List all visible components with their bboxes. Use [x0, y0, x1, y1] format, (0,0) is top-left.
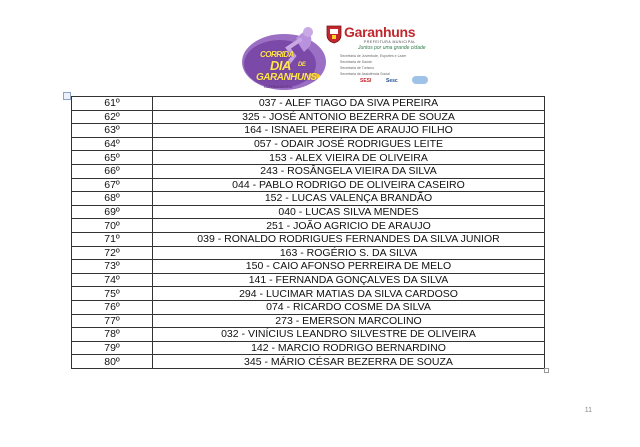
table-row — [72, 151, 545, 165]
prefeitura-subtitle: PREFEITURA MUNICIPAL — [364, 40, 416, 44]
header-logos — [228, 20, 428, 92]
corrida-dia-de-garanhuns-logo — [236, 22, 336, 92]
results-table — [71, 96, 545, 369]
position-cell: 76º — [72, 300, 153, 314]
table-row — [72, 232, 545, 246]
position-cell: 64º — [72, 137, 153, 151]
position-cell: 63º — [72, 124, 153, 138]
dia-word: DIA — [270, 58, 291, 73]
table-move-handle-icon[interactable] — [63, 92, 71, 100]
position-cell: 74º — [72, 273, 153, 287]
position-cell: 61º — [72, 97, 153, 111]
city-slogan: Juntos por uma grande cidade — [358, 45, 426, 51]
athlete-cell: 153 - ALEX VIEIRA DE OLIVEIRA — [153, 151, 545, 165]
table-row — [72, 341, 545, 355]
position-cell: 77º — [72, 314, 153, 328]
de-word: DE — [298, 62, 306, 68]
athlete-cell: 141 - FERNANDA GONÇALVES DA SILVA — [153, 273, 545, 287]
results-table-wrapper — [71, 96, 545, 369]
athlete-cell: 040 - LUCAS SILVA MENDES — [153, 205, 545, 219]
table-row — [72, 137, 545, 151]
table-row — [72, 300, 545, 314]
athlete-cell: 294 - LUCIMAR MATIAS DA SILVA CARDOSO — [153, 287, 545, 301]
athlete-cell: 037 - ALEF TIAGO DA SIVA PEREIRA — [153, 97, 545, 111]
athlete-cell: 251 - JOÃO AGRICIO DE ARAUJO — [153, 219, 545, 233]
table-row — [72, 205, 545, 219]
athlete-cell: 032 - VINÍCIUS LEANDRO SILVESTRE DE OLIVEIRA — [153, 328, 545, 342]
results-table-body — [72, 97, 545, 369]
athlete-cell: 345 - MÁRIO CÉSAR BEZERRA DE SOUZA — [153, 355, 545, 369]
table-row — [72, 273, 545, 287]
corrida-word: CORRIDA — [260, 50, 294, 59]
athlete-cell: 152 - LUCAS VALENÇA BRANDÃO — [153, 192, 545, 206]
position-cell: 65º — [72, 151, 153, 165]
table-row — [72, 287, 545, 301]
garanhuns-title: Garanhuns — [344, 24, 416, 40]
athlete-cell: 074 - RICARDO COSME DA SILVA — [153, 300, 545, 314]
position-cell: 67º — [72, 178, 153, 192]
table-row — [72, 246, 545, 260]
athlete-cell: 163 - ROGÉRIO S. DA SILVA — [153, 246, 545, 260]
sponsor-assistencia: Secretaria de Assistência Social — [340, 72, 390, 76]
table-row — [72, 110, 545, 124]
table-row — [72, 178, 545, 192]
athlete-cell: 325 - JOSÉ ANTONIO BEZERRA DE SOUZA — [153, 110, 545, 124]
table-row — [72, 97, 545, 111]
position-cell: 66º — [72, 164, 153, 178]
garanhuns-word: GARANHUNS — [256, 72, 317, 83]
position-cell: 72º — [72, 246, 153, 260]
position-cell: 79º — [72, 341, 153, 355]
position-cell: 71º — [72, 232, 153, 246]
table-row — [72, 260, 545, 274]
athlete-cell: 273 - EMERSON MARCOLINO — [153, 314, 545, 328]
athlete-cell: 057 - ODAIR JOSÉ RODRIGUES LEITE — [153, 137, 545, 151]
sponsor-saude: Secretaria de Saúde — [340, 60, 372, 64]
position-cell: 62º — [72, 110, 153, 124]
position-cell: 78º — [72, 328, 153, 342]
sponsor-logos — [332, 54, 436, 90]
table-row — [72, 314, 545, 328]
athlete-cell: 150 - CAIO AFONSO PERREIRA DE MELO — [153, 260, 545, 274]
athlete-cell: 044 - PABLO RODRIGO DE OLIVEIRA CASEIRO — [153, 178, 545, 192]
sponsor-turismo: Secretaria de Turismo — [340, 66, 375, 70]
city-crest-icon — [326, 24, 342, 44]
table-resize-handle-icon[interactable] — [544, 368, 549, 373]
sponsor-badge-icon — [412, 76, 428, 84]
table-row — [72, 164, 545, 178]
table-row — [72, 219, 545, 233]
position-cell: 73º — [72, 260, 153, 274]
corrida-tagline: CORRIDA DE RUA — [264, 84, 292, 89]
athlete-cell: 243 - ROSÂNGELA VIEIRA DA SILVA — [153, 164, 545, 178]
garanhuns-prefeitura-logo — [326, 24, 436, 92]
position-cell: 80º — [72, 355, 153, 369]
athlete-cell: 142 - MARCIO RODRIGO BERNARDINO — [153, 341, 545, 355]
page-number: 11 — [584, 407, 592, 414]
sponsor-juventude: Secretaria de Juventude, Esportes e Lazer — [340, 54, 407, 58]
table-row — [72, 328, 545, 342]
table-row — [72, 355, 545, 369]
sponsor-sesi: SESI — [360, 78, 372, 84]
sponsor-sesc: Sesc — [386, 78, 398, 84]
position-cell: 75º — [72, 287, 153, 301]
position-cell: 70º — [72, 219, 153, 233]
athlete-cell: 164 - ISNAEL PEREIRA DE ARAUJO FILHO — [153, 124, 545, 138]
table-row — [72, 192, 545, 206]
position-cell: 69º — [72, 205, 153, 219]
athlete-cell: 039 - RONALDO RODRIGUES FERNANDES DA SILVA JUNIOR — [153, 232, 545, 246]
position-cell: 68º — [72, 192, 153, 206]
table-row — [72, 124, 545, 138]
